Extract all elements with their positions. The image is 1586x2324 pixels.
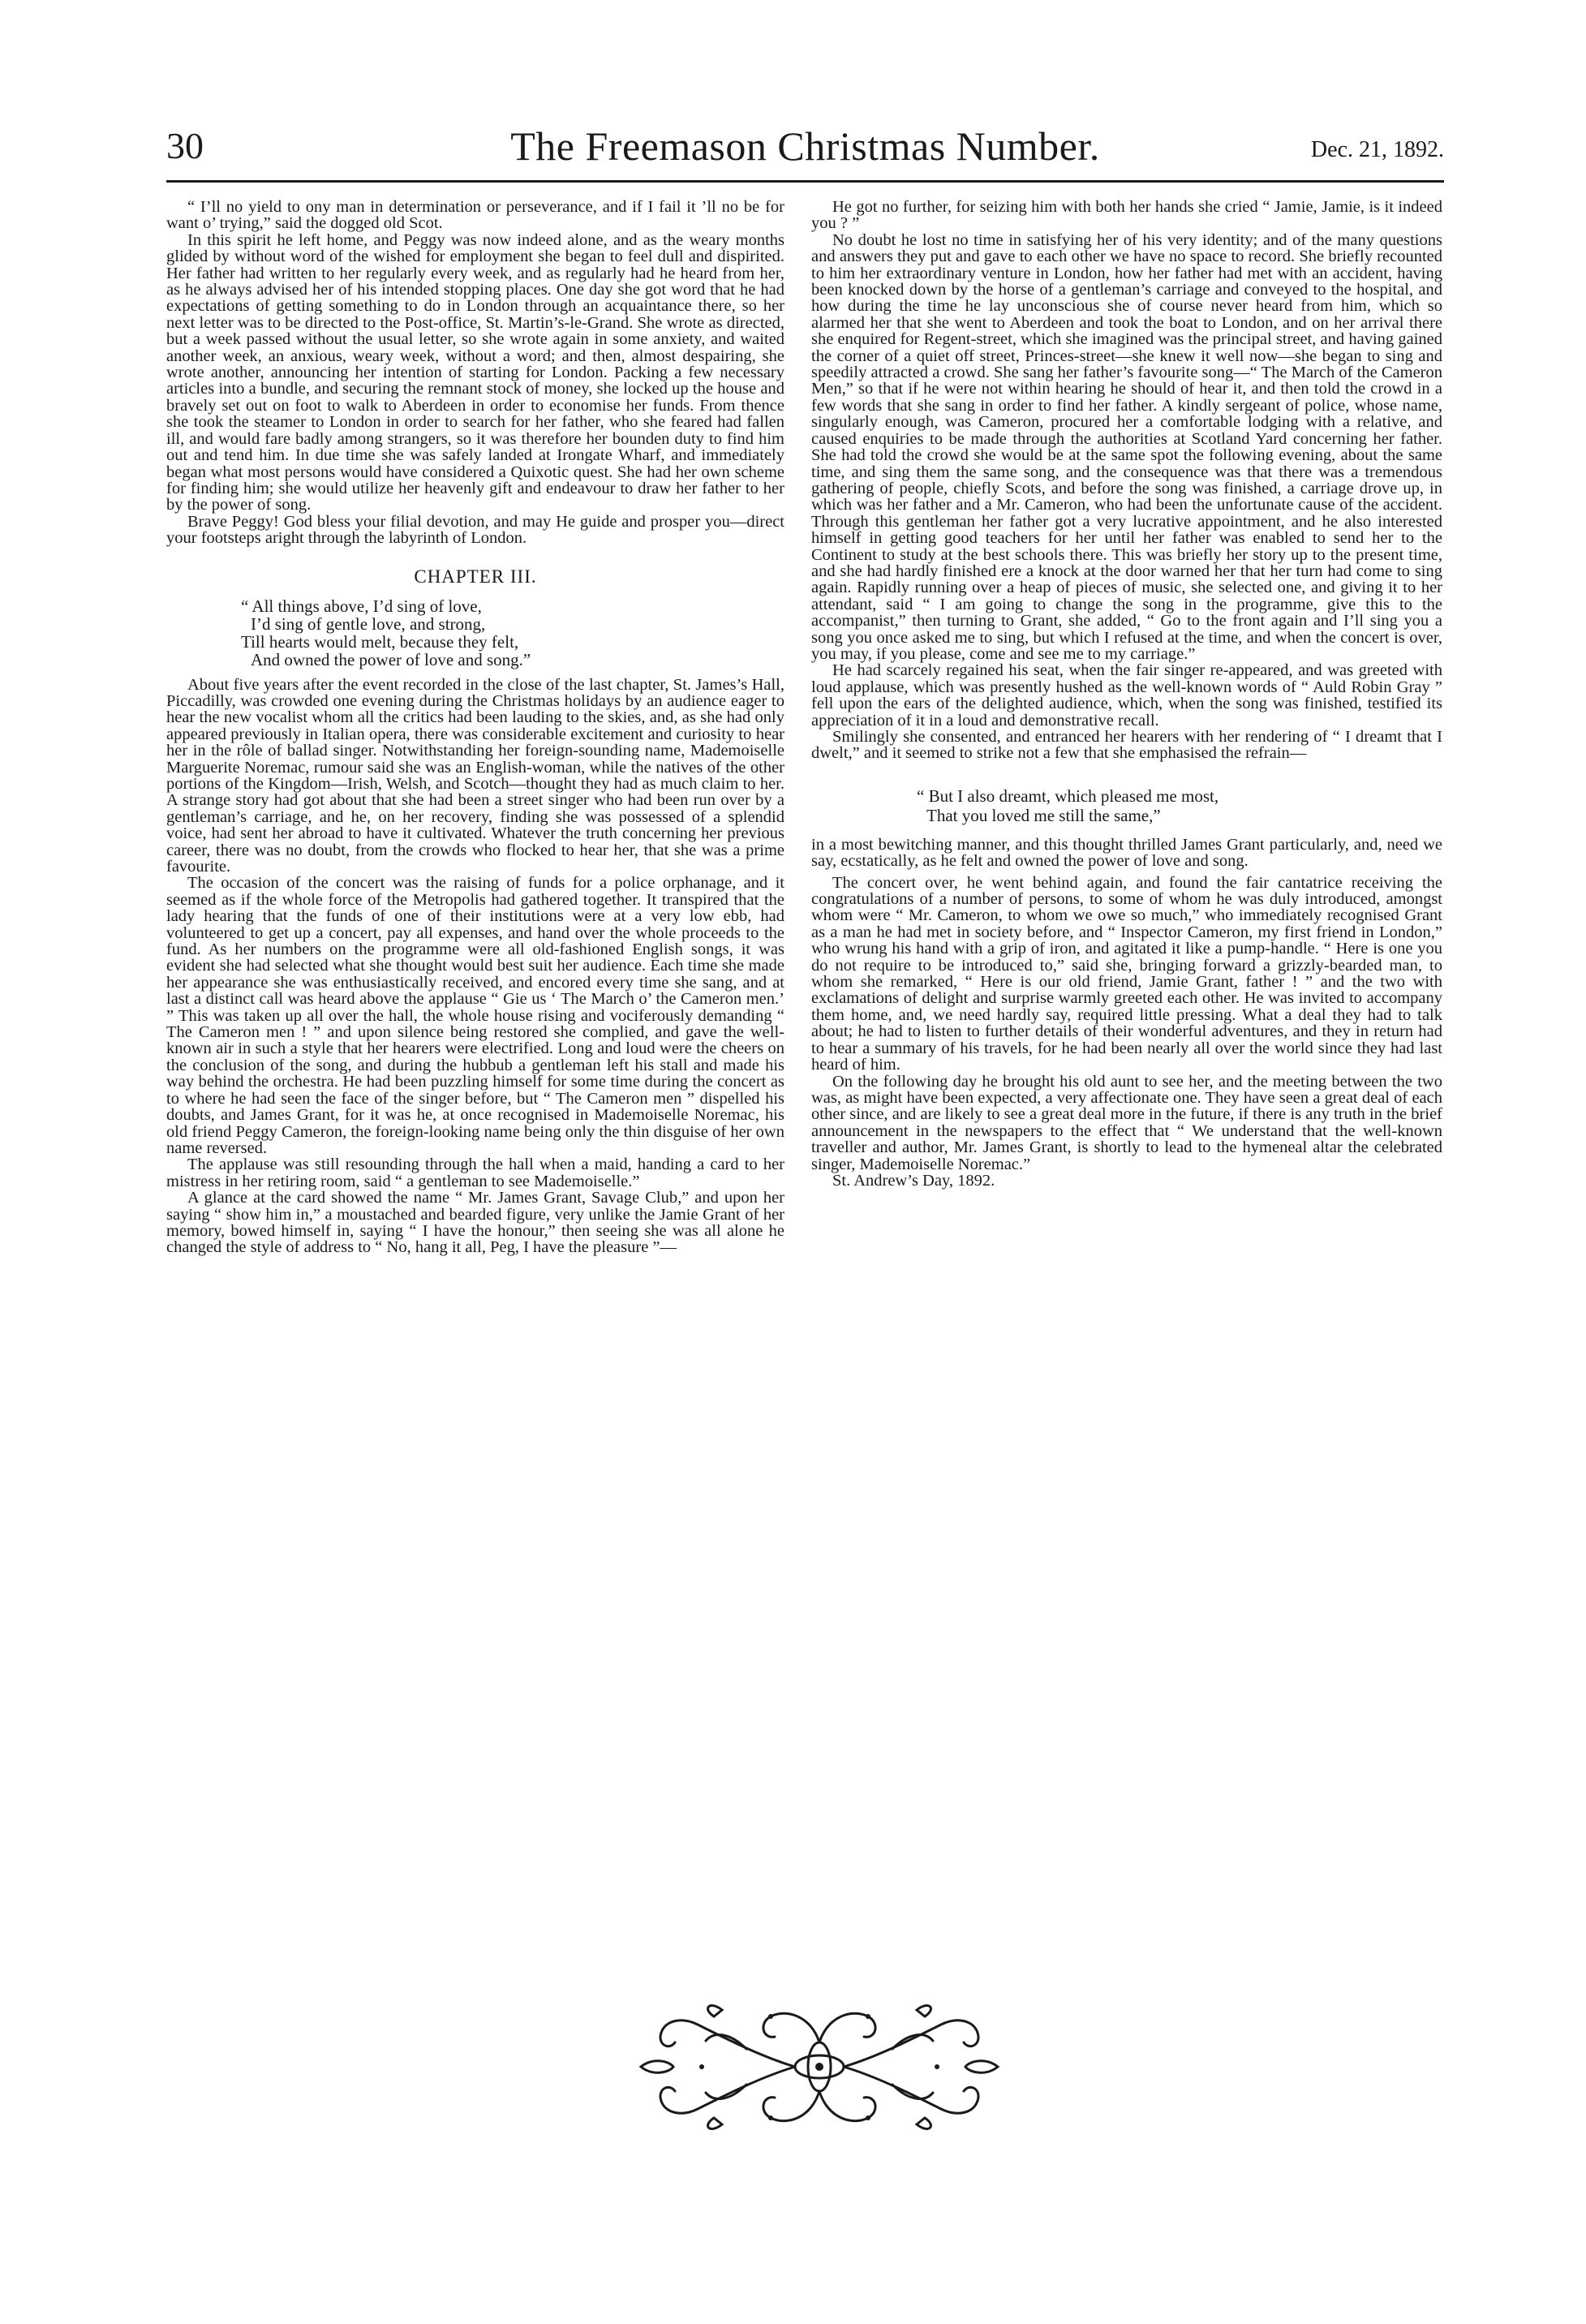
paragraph-continuation: in a most bewitching manner, and this thought thrilled James Grant particularly, and, need we say, ecstatically, as he felt and owned the power of love and song. <box>811 835 1442 871</box>
paragraph: Brave Peggy! God bless your filial devotion, and may He guide and prosper you—direct your footsteps aright through the labyrinth of London. <box>166 512 784 548</box>
paragraph: About five years after the event recorded in the close of the last chapter, St. James’s Hall, Piccadilly, was crowded one evening during the Christmas holidays by an audience eager to hear the new vocalist whom all the critics had been lauding to the skies, and, as she had only appeared previously in Italian opera, there was considerable excitement and curiosity to hear her in the rôle of ballad singer. Notwithstanding her foreign-sounding name, Mademoiselle Marguerite Noremac, rumour said she was an English-woman, while the natives of the other portions of the Kingdom—Irish, Welsh, and Scotch—thought they had as much claim to her. A strange story had got about that she had been a street singer who had been run over by a gentleman’s carriage, and he, on her recovery, finding she was possessed of a splendid voice, had sent her abroad to have it cultivated. Whatever the truth concerning her previous career, there was no doubt, from the crowds who flocked to hear her, that she was a prime favourite. <box>166 675 784 876</box>
paragraph: On the following day he brought his old aunt to see her, and the meeting between the two was, as might have been expected, a very affectionate one. They have seen a great deal of each other since, and are likely to see a great deal more in the future, if there is any truth in the brief announcement in the newspapers to the effect that “ We understand that the well-known traveller and author, Mr. James Grant, is shortly to lead to the hymeneal altar the celebrated singer, Mademoiselle Noremac.” <box>811 1072 1442 1173</box>
verse-line: “ All things above, I’d sing of love, <box>241 596 482 616</box>
verse-line: I’d sing of gentle love, and strong, <box>251 613 486 634</box>
floral-tailpiece-icon <box>625 1992 1014 2142</box>
issue-date: Dec. 21, 1892. <box>1310 137 1444 162</box>
signoff: St. Andrew’s Day, 1892. <box>832 1171 995 1190</box>
chapter-heading: CHAPTER III. <box>414 566 537 587</box>
paragraph: Smilingly she consented, and entranced her hearers with her rendering of “ I dreamt that I dwelt,” and it seemed to strike not a few that she emphasised the refrain— <box>811 728 1442 763</box>
page-header <box>166 122 1444 179</box>
right-column <box>811 199 1442 1189</box>
paragraph: He had scarcely regained his seat, when the fair singer re-appeared, and was greeted with loud applause, which was presently hushed as the well-known words of “ Auld Robin Gray ” fell upon the ears of the delighted audience, which, when the song was finished, testified its appreciation of it in a loud and demonstrative recall. <box>811 661 1442 729</box>
verse-line: Till hearts would melt, because they felt, <box>241 631 519 652</box>
paragraph: The occasion of the concert was the raising of funds for a police orphanage, and it seemed as if the whole force of the Metropolis had gathered together. It transpired that the lady hearing that the funds of one of their institutions were at a very low ebb, had volunteered to get up a concert, pay all expenses, and hand over the whole proceeds to the fund. As her numbers on the programme were all old-fashioned English songs, it was evident she had selected what she thought would best suit her audience. Each time she made her appearance she was enthusiastically received, and encored every time she sang, and at last a distinct call was heard above the applause “ Gie us ‘ The March o’ the Cameron men.’ ” This was taken up all over the hall, the whole house rising and vociferously demanding “ The Cameron men ! ” and upon silence being restored she complied, and gave the well-known air in such a style that her hearers were electrified. Long and loud were the cheers on the conclusion of the song, and during the hubbub a gentleman left his stall and made his way behind the orchestra. He had been puzzling himself for some time during the concert as to where he had seen the face of the singer before, but “ The Cameron men ” dispelled his doubts, and James Grant, for it was he, at once recognised in Mademoiselle Noremac, his old friend Peggy Cameron, the foreign-looking name being only the thin disguise of her own name reversed. <box>166 874 784 1157</box>
page-number: 30 <box>166 125 204 166</box>
paragraph: In this spirit he left home, and Peggy was now indeed alone, and as the weary months glided by without word of the wished for employment she began to feel dull and dispirited. Her father had written to her regularly every week, and as regularly had he heard from her, as he always advised her of his intended stopping places. One day she got word that he had expectations of getting something to do in London through an acquaintance there, so her next letter was to be directed to the Post-office, St. Martin’s-le-Grand. She wrote as directed, but a week passed without the usual letter, so she wrote again in some anxiety, and waited another week, an anxious, weary week, without a word; and then, almost despairing, she wrote another, announcing her intention of starting for London. Packing a few necessary articles into a bundle, and securing the remnant stock of money, she locked up the house and bravely set out on foot to walk to Aberdeen in order to economise her funds. From thence she took the steamer to London in order to search for her father, who she feared had fallen ill, and would fare badly among strangers, so it was therefore her bounden duty to find him out and tend him. In due time she was safely landed at Irongate Wharf, and immediately began what most persons would have considered a Quixotic quest. She had her own scheme for finding him; she would utilize her heavenly gift and endeavour to draw her father to her by the power of song. <box>166 230 784 514</box>
verse-line: That you loved me still the same,” <box>926 805 1161 825</box>
paragraph: The applause was still resounding through the hall when a maid, handing a card to her mistress in her retiring room, said “ a gentleman to see Mademoiselle.” <box>166 1156 784 1190</box>
paragraph: No doubt he lost no time in satisfying her of his very identity; and of the many questions and answers they put and gave to each other we have no space to record. She briefly recounted to him her extraordinary venture in London, how her father had met with an accident, having been knocked down by the horse of a gentleman’s carriage and conveyed to the hospital, and how during the time he lay unconscious she of course never heard from him, which so alarmed her that she went to Aberdeen and took the boat to London, and on her arrival there she enquired for Regent-street, which she imagined was the principal street, and having gained the corner of a quiet off street, Princes-street—she knew it well now—she began to sing and speedily attracted a crowd. She sang her father’s favourite song—“ The March of the Cameron Men,” so that if he were not within hearing he should of hear it, and then told the crowd in a few words that she sang in order to find her father. A kindly sergeant of police, whose name, singularly enough, was Cameron, procured her a comfortable lodging with a relative, and caused enquiries to be made through the authorities at Scotland Yard concerning her father. She had told the crowd she would be at the same spot the following evening, about the same time, and sing them the same song, and the consequence was that there was a tremendous gathering of people, chiefly Scots, and before the song was finished, a carriage drove up, in which was her father and a Mr. Cameron, who had been the unfortunate cause of the accident. Through this gentleman her father got a very lucrative appointment, and he also interested himself in getting good teachers for her until her father was enabled to send her to the Continent to study at the best schools there. This was briefly her story up to the present time, and she had hardly finished ere a knock at the door warned her that her turn had come to sing again. Rapidly running over a heap of pieces of music, she selected one, and giving it to her attendant, said “ I am going to change the song in the programme, give this to the accompanist,” then turning to Grant, she added, “ Go to the front again and I’ll sing you a song you once asked me to sing, but which I refused at the time, and when the concert is over, you may, if you please, come and see me to my carriage.” <box>811 230 1442 663</box>
journal-title: The Freemason Christmas Number. <box>510 123 1100 169</box>
left-column <box>166 199 784 1256</box>
header-rule <box>166 180 1444 183</box>
paragraph: “ I’ll no yield to ony man in determination or perseverance, and if I fail it ’ll no be for want o’ trying,” said the dogged old Scot. <box>166 198 784 233</box>
paragraph: The concert over, he went behind again, and found the fair cantatrice receiving the congratulations of a number of persons, to some of whom he was duly introduced, amongst whom were “ Mr. Cameron, to whom we owe so much,” who immediately recognised Grant as a man he had met in society before, and “ Inspector Cameron, my first friend in London,” who wrung his hand with a grip of iron, and agitated it like a pump-handle. “ Here is one you do not require to be introduced to,” said she, bringing forward a grizzly-bearded man, to whom she remarked, “ Here is our old friend, Jamie Grant, father ! ” and the two with exclamations of delight and surprise warmly greeted each other. He was invited to accompany them home, and, we need hardly say, required little pressing. What a deal they had to talk about; he had to listen to further details of their wonderful adventures, and they in return had to hear a summary of his travels, for he had been nearly all over the world since they had last heard of him. <box>811 873 1442 1074</box>
verse-refrain <box>811 786 1442 825</box>
verse-epigraph <box>166 597 784 669</box>
verse-line: “ But I also dreamt, which pleased me most, <box>917 785 1219 806</box>
verse-line: And owned the power of love and song.” <box>251 649 531 669</box>
paragraph: A glance at the card showed the name “ Mr. James Grant, Savage Club,” and upon her saying “ show him in,” a moustached and bearded figure, very unlike the Jamie Grant of her memory, bowed himself in, saying “ I have the honour,” then seeing she was all alone he changed the style of address to “ No, hang it all, Peg, I have the pleasure ”— <box>166 1189 784 1257</box>
paragraph: He got no further, for seizing him with both her hands she cried “ Jamie, Jamie, is it indeed you ? ” <box>811 198 1442 233</box>
